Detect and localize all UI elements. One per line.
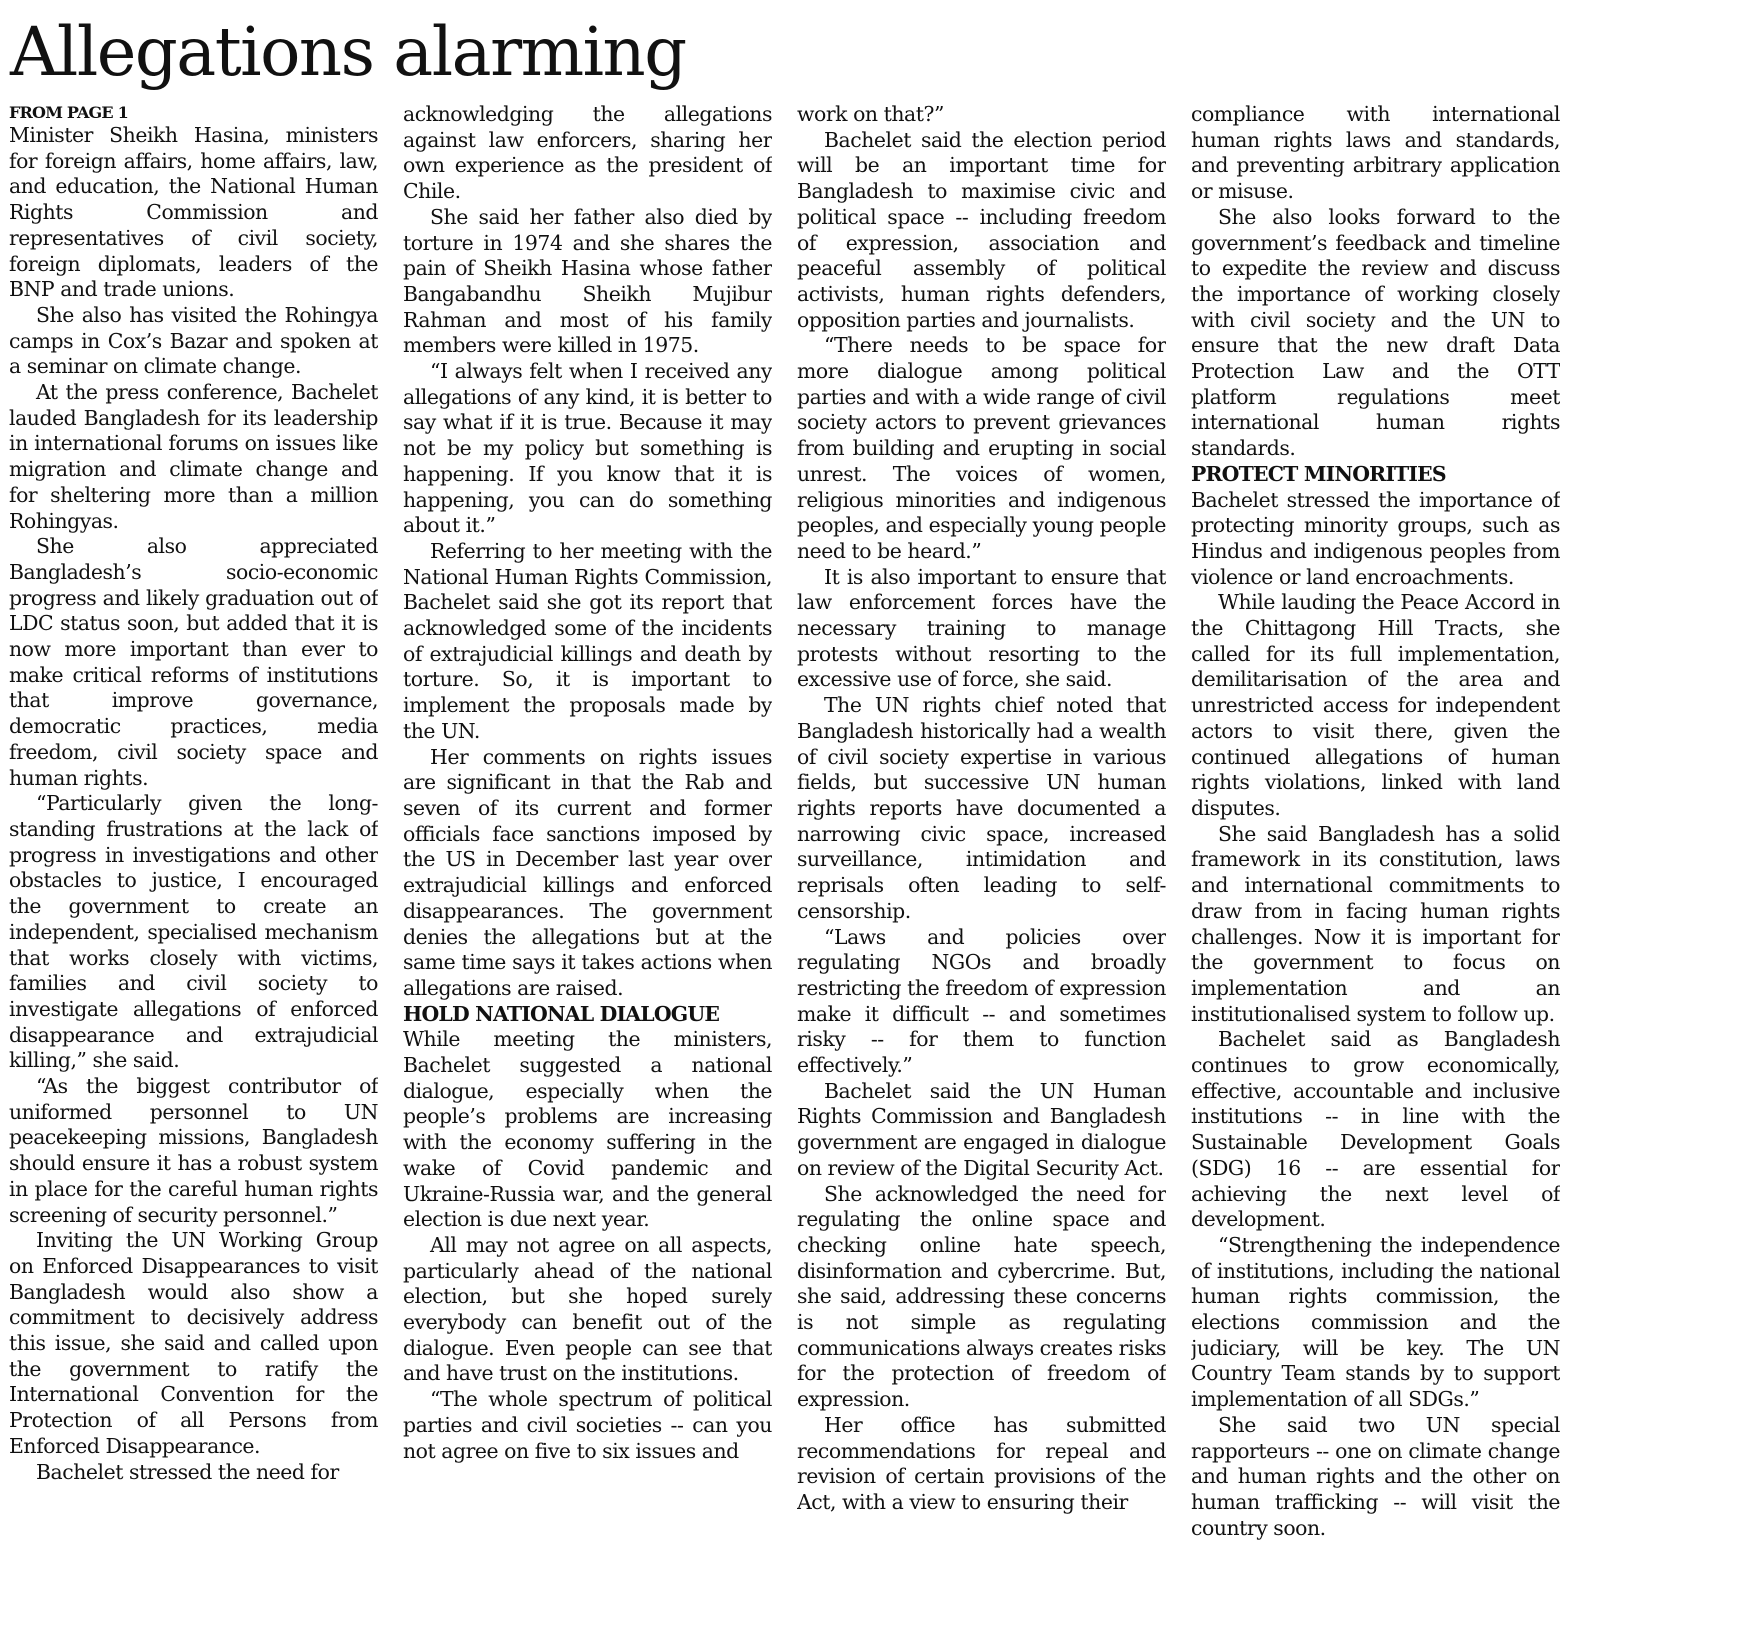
- article-paragraph: Minister Sheikh Hasina, ministers for foreign affairs, home affairs, law, and education, the National Human Rights Commission and representatives of civil society, foreign diplomats, leaders of the BNP and trade unions.: [9, 123, 378, 302]
- article-paragraph: “Laws and policies over regulating NGOs and broadly restricting the freedom of expression make it difficult -- and sometimes risky -- for them to function effectively.”: [797, 924, 1166, 1078]
- article-paragraph: It is also important to ensure that law enforcement forces have the necessary training to manage protests without resorting to the excessive use of force, she said.: [797, 564, 1166, 692]
- section-subhead: PROTECT MINORITIES: [1191, 461, 1446, 486]
- article-paragraph: Referring to her meeting with the National Human Rights Commission, Bachelet said she got its report that acknowledged some of the incidents of extrajudicial killings and death by torture. So, it is important to implement the proposals made by the UN.: [403, 538, 772, 743]
- article-paragraph: Her comments on rights issues are significant in that the Rab and seven of its current and former officials face sanctions imposed by the US in December last year over extrajudicial killings and enforced disappearances. The government denies the allegations but at the same time says it takes actions when allegations are raised.: [403, 744, 772, 1000]
- article-paragraph: All may not agree on all aspects, particularly ahead of the national election, but she hoped surely everybody can benefit out of the dialogue. Even people can see that and have trust on the institutions.: [403, 1232, 772, 1386]
- article-paragraph: “As the biggest contributor of uniformed personnel to UN peacekeeping missions, Bangladesh should ensure it has a robust system in place for the careful human rights screening of security personnel.”: [9, 1074, 378, 1227]
- article-paragraph: At the press conference, Bachelet lauded Bangladesh for its leadership in international forums on issues like migration and climate change and for sheltering more than a million Rohingyas.: [9, 380, 378, 533]
- article-paragraph: “I always felt when I received any allegations of any kind, it is better to say what if it is true. Because it may not be my policy but something is happening. If you know that it is happening, you can do something about it.”: [403, 359, 772, 538]
- article-paragraph: compliance with international human rights laws and standards, and preventing arbitrary application or misuse.: [1191, 102, 1560, 204]
- article-paragraph: She also has visited the Rohingya camps in Cox’s Bazar and spoken at a seminar on climate change.: [9, 302, 378, 379]
- article-paragraph: Her office has submitted recommendations for repeal and revision of certain provisions of the Act, with a view to ensuring their: [797, 1412, 1166, 1514]
- article-paragraph: She also appreciated Bangladesh’s socio-economic progress and likely graduation out of LDC status soon, but added that it is now more important than ever to make critical reforms of institutions that improve governance, democratic practices, media freedom, civil society space and human rights.: [9, 534, 378, 790]
- article-paragraph: “Strengthening the independence of institutions, including the national human rights commission, the elections commission and the judiciary, will be key. The UN Country Team stands by to support implementation of all SDGs.”: [1191, 1232, 1560, 1412]
- article-paragraph: She said her father also died by torture in 1974 and she shares the pain of Sheikh Hasina whose father Bangabandhu Sheikh Mujibur Rahman and most of his family members were killed in 1975.: [403, 204, 772, 358]
- headline: Allegations alarming: [10, 13, 686, 91]
- article-paragraph: work on that?”: [797, 102, 944, 126]
- article-paragraph: “The whole spectrum of political parties and civil societies -- can you not agree on five to six issues and: [403, 1387, 772, 1463]
- page-jump-kicker: FROM PAGE 1: [9, 103, 128, 122]
- article-paragraph: Bachelet said as Bangladesh continues to grow economically, effective, accountable and inclusive institutions -- in line with the Sustainable Development Goals (SDG) 16 -- are essential for achieving the next level of development.: [1191, 1027, 1560, 1232]
- article-paragraph: She acknowledged the need for regulating the online space and checking online hate speech, disinformation and cybercrime. But, she said, addressing these concerns is not simple as regulating communications always creates risks for the protection of freedom of expression.: [797, 1181, 1166, 1412]
- article-paragraph: “Particularly given the long-standing frustrations at the lack of progress in investigations and other obstacles to justice, I encouraged the government to create an independent, specialised mechanism that works closely with victims, families and civil society to investigate allegations of enforced disappearance and extrajudicial killing,” she said.: [9, 791, 378, 1073]
- article-paragraph: While lauding the Peace Accord in the Chittagong Hill Tracts, she called for its full implementation, demilitarisation of the area and unrestricted access for independent actors to visit there, given the continued allegations of human rights violations, linked with land disputes.: [1191, 590, 1560, 820]
- article-paragraph: While meeting the ministers, Bachelet suggested a national dialogue, especially when the people’s problems are increasing with the economy suffering in the wake of Covid pandemic and Ukraine-Russia war, and the general election is due next year.: [403, 1027, 772, 1232]
- article-paragraph: The UN rights chief noted that Bangladesh historically had a wealth of civil society expertise in various fields, but successive UN human rights reports have documented a narrowing civic space, increased surveillance, intimidation and reprisals often leading to self-censorship.: [797, 693, 1166, 923]
- article-paragraph: Bachelet said the UN Human Rights Commission and Bangladesh government are engaged in dialogue on review of the Digital Security Act.: [797, 1078, 1166, 1180]
- article-paragraph: Bachelet stressed the need for: [36, 1459, 339, 1484]
- article-column-4: [1191, 102, 1560, 1642]
- article-paragraph: She said Bangladesh has a solid framework in its constitution, laws and international commitments to draw from in facing human rights challenges. Now it is important for the government to focus on implementation and an institutionalised system to follow up.: [1191, 821, 1560, 1026]
- article-paragraph: Bachelet stressed the importance of protecting minority groups, such as Hindus and indigenous peoples from violence or land encroachments.: [1191, 487, 1560, 589]
- article-paragraph: Inviting the UN Working Group on Enforced Disappearances to visit Bangladesh would also show a commitment to decisively address this issue, she said and called upon the government to ratify the International Convention for the Protection of all Persons from Enforced Disappearance.: [9, 1228, 378, 1458]
- article-paragraph: She said two UN special rapporteurs -- one on climate change and human rights and the other on human trafficking -- will visit the country soon.: [1191, 1412, 1560, 1540]
- section-subhead: HOLD NATIONAL DIALOGUE: [403, 1001, 720, 1026]
- article-paragraph: “There needs to be space for more dialogue among political parties and with a wide range of civil society actors to prevent grievances from building and erupting in social unrest. The voices of women, religious minorities and indigenous peoples, and especially young people need to be heard.”: [797, 333, 1166, 563]
- article-column-2: [403, 102, 772, 1642]
- article-paragraph: She also looks forward to the government’s feedback and timeline to expedite the review and discuss the importance of working closely with civil society and the UN to ensure that the new draft Data Protection Law and the OTT platform regulations meet international human rights standards.: [1191, 204, 1560, 461]
- article-column-1: [9, 102, 378, 1642]
- article-paragraph: Bachelet said the election period will be an important time for Bangladesh to maximise civic and political space -- including freedom of expression, association and peaceful assembly of political activists, human rights defenders, opposition parties and journalists.: [797, 127, 1166, 332]
- article-column-3: [797, 102, 1166, 1642]
- article-paragraph: acknowledging the allegations against law enforcers, sharing her own experience as the president of Chile.: [403, 102, 772, 204]
